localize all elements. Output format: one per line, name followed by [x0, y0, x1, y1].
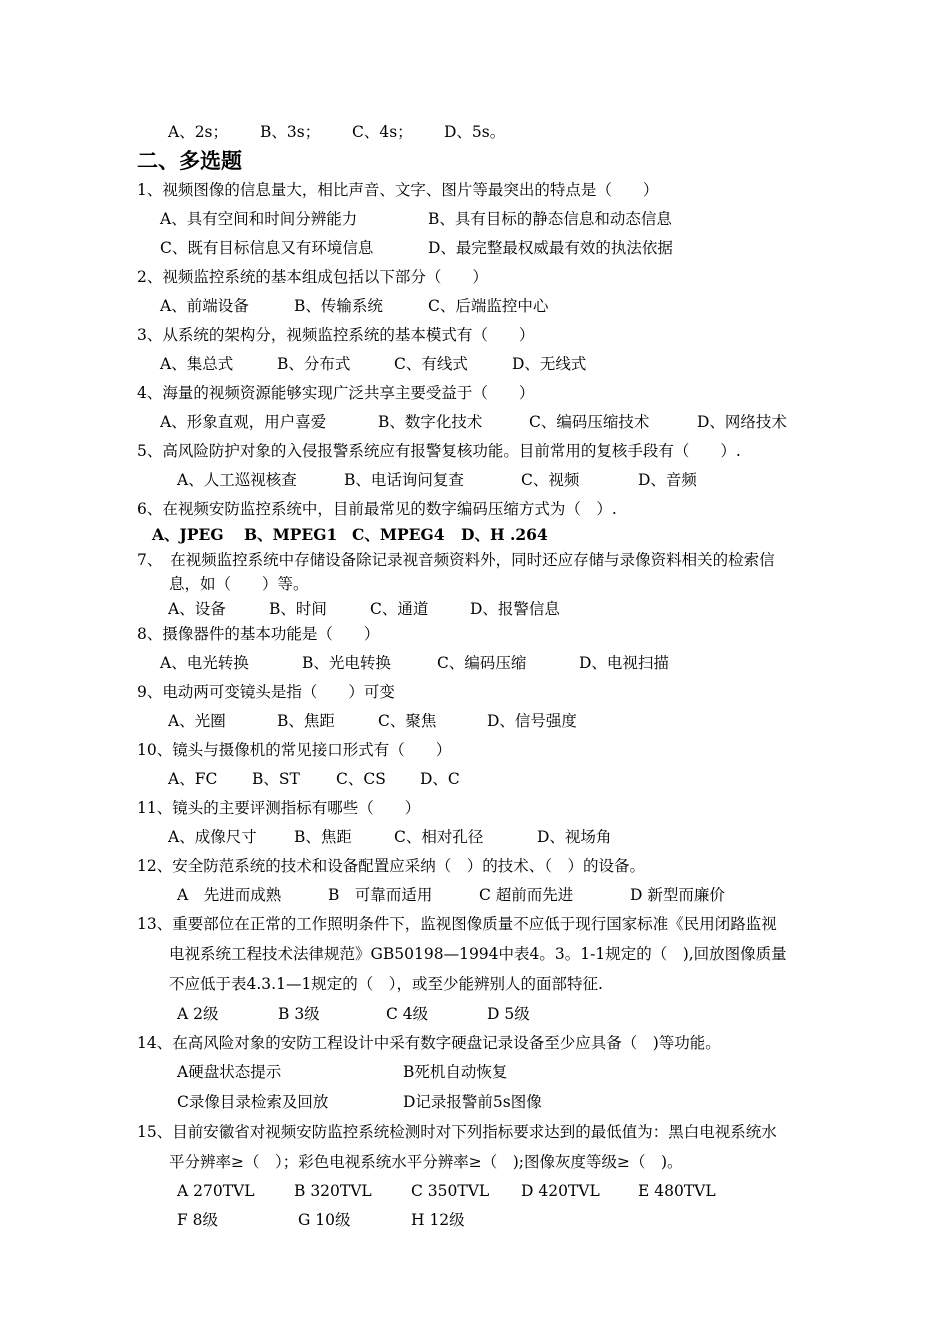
question-text: 7、 在视频监控系统中存储设备除记录视音频资料外，同时还应存储与录像资料相关的检索信: [137, 551, 775, 569]
option: C录像目录检索及回放: [177, 1093, 329, 1111]
option: C、既有目标信息又有环境信息: [160, 239, 374, 257]
option: D、网络技术: [697, 413, 787, 431]
prev-option-c: C、4s；: [352, 123, 413, 141]
option: D、H .264: [461, 525, 548, 544]
option: D、电视扫描: [579, 654, 669, 672]
option: A、人工巡视核查: [177, 471, 297, 489]
option: B 320TVL: [294, 1182, 372, 1200]
option: A、前端设备: [160, 297, 249, 315]
option: D记录报警前5s图像: [403, 1093, 542, 1111]
option: B、ST: [252, 770, 300, 788]
option: C、聚焦: [378, 712, 437, 730]
question-text: 12、安全防范系统的技术和设备配置应采纳（ ）的技术、（ ）的设备。: [137, 857, 645, 875]
prev-option-d: D、5s。: [444, 123, 506, 141]
option: C、后端监控中心: [428, 297, 549, 315]
option: B、传输系统: [294, 297, 383, 315]
option: D 新型而廉价: [630, 886, 725, 904]
question-text: 9、电动两可变镜头是指（ ）可变: [137, 683, 395, 701]
question-text: 5、高风险防护对象的入侵报警系统应有报警复核功能。目前常用的复核手段有（ ）.: [137, 442, 741, 460]
option: A、光圈: [168, 712, 226, 730]
option: A 270TVL: [177, 1182, 255, 1200]
option: A、电光转换: [160, 654, 249, 672]
option: E 480TVL: [638, 1182, 716, 1200]
option: A、FC: [168, 770, 218, 788]
option: F 8级: [177, 1211, 219, 1229]
option: C、视频: [521, 471, 580, 489]
option: C、编码压缩技术: [529, 413, 650, 431]
option: B、分布式: [277, 355, 351, 373]
prev-option-a: A、2s；: [168, 123, 229, 141]
question-text: 4、海量的视频资源能够实现广泛共享主要受益于（ ）: [137, 384, 535, 402]
option: B、时间: [269, 600, 327, 618]
option: A、设备: [168, 600, 226, 618]
option: B、光电转换: [302, 654, 391, 672]
option: A 先进而成熟: [177, 886, 282, 904]
question-text: 8、摄像器件的基本功能是（ ）: [137, 625, 380, 643]
question-text-cont: 息，如（ ）等。: [169, 575, 309, 593]
question-text: 15、目前安徽省对视频安防监控系统检测时对下列指标要求达到的最低值为：黑白电视系统水: [137, 1123, 777, 1141]
option: G 10级: [298, 1211, 351, 1229]
option: C、编码压缩: [437, 654, 527, 672]
option: A、具有空间和时间分辨能力: [160, 210, 358, 228]
option: D、信号强度: [487, 712, 577, 730]
question-text: 11、镜头的主要评测指标有哪些（ ）: [137, 799, 421, 817]
question-text: 13、重要部位在正常的工作照明条件下，监视图像质量不应低于现行国家标准《民用闭路监视: [137, 915, 777, 933]
option: A硬盘状态提示: [177, 1063, 282, 1081]
option: C、MPEG4: [352, 525, 445, 544]
option: D、报警信息: [470, 600, 560, 618]
option: C、CS: [336, 770, 386, 788]
question-text-cont: 电视系统工程技术法律规范》GB50198—1994中表4。3。1-1规定的（ ),回放图像质量: [169, 945, 787, 963]
question-text: 1、视频图像的信息量大，相比声音、文字、图片等最突出的特点是（ ）: [137, 181, 659, 199]
option: B、电话询问复查: [344, 471, 464, 489]
prev-option-b: B、3s；: [260, 123, 321, 141]
option: B 可靠而适用: [328, 886, 433, 904]
option: A、JPEG: [152, 525, 224, 544]
option: A、成像尺寸: [168, 828, 257, 846]
option: D、视场角: [537, 828, 612, 846]
option: H 12级: [411, 1211, 465, 1229]
option: D、无线式: [512, 355, 587, 373]
option: B、MPEG1: [244, 525, 338, 544]
question-text: 2、视频监控系统的基本组成包括以下部分（ ）: [137, 268, 488, 286]
option: B、焦距: [294, 828, 352, 846]
option: D、C: [420, 770, 460, 788]
question-text: 3、从系统的架构分，视频监控系统的基本模式有（ ）: [137, 326, 535, 344]
option: D、最完整最权威最有效的执法依据: [428, 239, 673, 257]
option: C、有线式: [394, 355, 468, 373]
option: B死机自动恢复: [403, 1063, 508, 1081]
question-text: 6、在视频安防监控系统中，目前最常见的数字编码压缩方式为（ ）.: [137, 500, 617, 518]
option: A、形象直观，用户喜爱: [160, 413, 327, 431]
option: C、通道: [370, 600, 429, 618]
option: B 3级: [278, 1005, 320, 1023]
option: A 2级: [177, 1005, 219, 1023]
option: A、集总式: [160, 355, 234, 373]
section-title: 二、多选题: [137, 149, 242, 173]
option: C、相对孔径: [394, 828, 484, 846]
option: D 420TVL: [521, 1182, 600, 1200]
question-text: 10、镜头与摄像机的常见接口形式有（ ）: [137, 741, 452, 759]
question-text-cont: 不应低于表4.3.1—1规定的（ ），或至少能辨别人的面部特征.: [169, 975, 603, 993]
option: C 350TVL: [411, 1182, 490, 1200]
option: C 4级: [386, 1005, 429, 1023]
option: C 超前而先进: [479, 886, 574, 904]
option: B、具有目标的静态信息和动态信息: [428, 210, 672, 228]
question-text: 14、在高风险对象的安防工程设计中采有数字硬盘记录设备至少应具备（ )等功能。: [137, 1034, 721, 1052]
question-text-cont: 平分辨率≥（ ）；彩色电视系统水平分辨率≥（ );图像灰度等级≥（ )。: [169, 1153, 683, 1171]
option: B、数字化技术: [378, 413, 483, 431]
option: D 5级: [487, 1005, 530, 1023]
option: D、音频: [638, 471, 697, 489]
option: B、焦距: [277, 712, 335, 730]
